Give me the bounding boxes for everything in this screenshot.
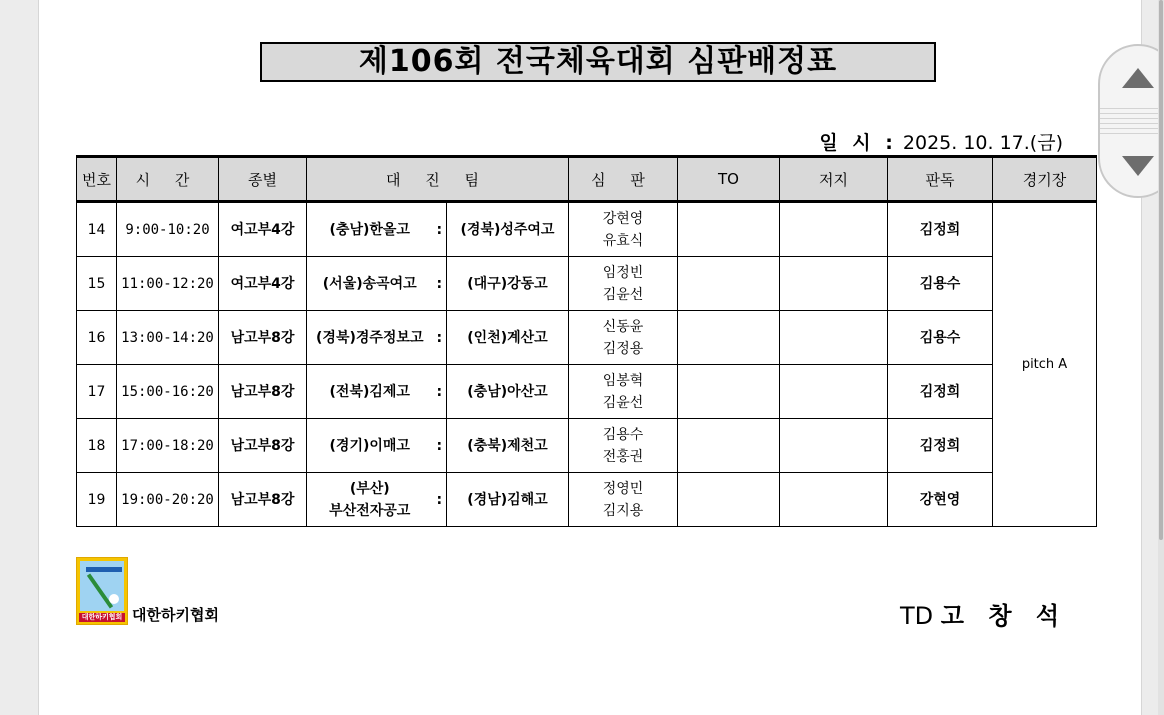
cell-category: 남고부8강: [219, 365, 307, 419]
scroll-grip[interactable]: [1100, 104, 1164, 138]
cell-category: 남고부8강: [219, 473, 307, 527]
cell-venue: pitch A: [993, 202, 1097, 527]
referee-2: 김정용: [602, 340, 644, 357]
cell-category: 남고부8강: [219, 419, 307, 473]
cell-team-a: (서울)송곡여고: [307, 257, 433, 311]
cell-no: 15: [77, 257, 117, 311]
cell-separator: :: [433, 419, 447, 473]
referee-1: 김용수: [602, 426, 644, 443]
cell-referees: [569, 473, 678, 527]
date-label: 일 시 :: [819, 132, 897, 154]
cell-team-b: (인천)계산고: [447, 311, 569, 365]
cell-separator: :: [433, 365, 447, 419]
logo-caption: 대한하키협회: [79, 613, 125, 622]
triangle-up-icon[interactable]: [1122, 68, 1154, 88]
cell-scorer: [780, 473, 888, 527]
header-no: 번호: [77, 157, 117, 202]
referee-2: 유효식: [602, 232, 644, 249]
table-row: [77, 257, 1097, 311]
cell-referees: [569, 311, 678, 365]
cell-separator: :: [433, 311, 447, 365]
scrollbar-thumb[interactable]: [1159, 0, 1163, 540]
cell-team-a: (경기)이매고: [307, 419, 433, 473]
document-title: 제106회 전국체육대회 심판배정표: [260, 42, 936, 82]
cell-separator: :: [433, 257, 447, 311]
cell-team-a: (전북)김제고: [307, 365, 433, 419]
cell-judge: 김정희: [888, 419, 993, 473]
page-scroll-control: [1098, 44, 1164, 198]
cell-scorer: [780, 419, 888, 473]
table-row: [77, 202, 1097, 257]
logo-field: [80, 561, 124, 611]
cell-to: [678, 311, 780, 365]
cell-time: 11:00-12:20: [117, 257, 219, 311]
organization-name: 대한하키협회: [132, 606, 219, 624]
cell-referees: [569, 202, 678, 257]
cell-team-b: (충북)제천고: [447, 419, 569, 473]
header-match: 대 진 팀: [307, 157, 569, 202]
cell-judge: 김용수: [888, 257, 993, 311]
cell-judge: 강현영: [888, 473, 993, 527]
header-time: 시 간: [117, 157, 219, 202]
referee-schedule-table: [76, 155, 1097, 527]
hockey-stick-icon: [87, 573, 113, 608]
cell-time: 15:00-16:20: [117, 365, 219, 419]
cell-category: 여고부4강: [219, 202, 307, 257]
td-name: 고 창 석: [940, 602, 1068, 630]
cell-judge: 김정희: [888, 365, 993, 419]
table-row: [77, 473, 1097, 527]
technical-delegate-signature: [900, 596, 1067, 631]
table-row: [77, 419, 1097, 473]
referee-1: 임봉혁: [602, 372, 644, 389]
hockey-association-logo: [76, 557, 128, 625]
cell-separator: :: [433, 473, 447, 527]
cell-to: [678, 257, 780, 311]
header-referee: 심 판: [569, 157, 678, 202]
cell-no: 18: [77, 419, 117, 473]
cell-to: [678, 365, 780, 419]
cell-separator: :: [433, 202, 447, 257]
cell-scorer: [780, 257, 888, 311]
referee-1: 정영민: [602, 480, 644, 497]
cell-team-b: (경남)김해고: [447, 473, 569, 527]
cell-to: [678, 419, 780, 473]
cell-team-b: (대구)강동고: [447, 257, 569, 311]
date-line: [819, 128, 1063, 155]
cell-team-a: (부산) 부산전자공고: [307, 473, 433, 527]
cell-team-b: (충남)아산고: [447, 365, 569, 419]
td-prefix: TD: [900, 602, 934, 630]
referee-2: 김윤선: [602, 286, 644, 303]
referee-1: 신동윤: [602, 318, 644, 335]
logo-stripe: [86, 567, 122, 572]
cell-category: 남고부8강: [219, 311, 307, 365]
cell-team-a: (경북)경주정보고: [307, 311, 433, 365]
cell-time: 19:00-20:20: [117, 473, 219, 527]
triangle-down-icon[interactable]: [1122, 156, 1154, 176]
cell-time: 17:00-18:20: [117, 419, 219, 473]
referee-2: 김지용: [602, 502, 644, 519]
cell-referees: [569, 257, 678, 311]
hockey-ball-icon: [109, 594, 119, 604]
cell-referees: [569, 419, 678, 473]
cell-time: 13:00-14:20: [117, 311, 219, 365]
cell-team-a: (충남)한올고: [307, 202, 433, 257]
cell-category: 여고부4강: [219, 257, 307, 311]
cell-no: 19: [77, 473, 117, 527]
cell-scorer: [780, 202, 888, 257]
referee-2: 김윤선: [602, 394, 644, 411]
table-row: [77, 365, 1097, 419]
cell-no: 14: [77, 202, 117, 257]
referee-1: 강현영: [602, 210, 644, 227]
header-scorer: 저지: [780, 157, 888, 202]
cell-judge: 김용수: [888, 311, 993, 365]
date-value: 2025. 10. 17.(금): [902, 132, 1063, 154]
referee-2: 전홍권: [602, 448, 644, 465]
cell-scorer: [780, 311, 888, 365]
cell-referees: [569, 365, 678, 419]
cell-to: [678, 202, 780, 257]
header-category: 종별: [219, 157, 307, 202]
cell-no: 17: [77, 365, 117, 419]
document-page: [38, 0, 1142, 715]
table-row: [77, 311, 1097, 365]
cell-time: 9:00-10:20: [117, 202, 219, 257]
vertical-scrollbar[interactable]: [1158, 0, 1164, 715]
table-header-row: [77, 157, 1097, 202]
header-venue: 경기장: [993, 157, 1097, 202]
cell-to: [678, 473, 780, 527]
header-judge: 판독: [888, 157, 993, 202]
header-to: TO: [678, 157, 780, 202]
cell-no: 16: [77, 311, 117, 365]
cell-scorer: [780, 365, 888, 419]
cell-team-b: (경북)성주여고: [447, 202, 569, 257]
cell-judge: 김정희: [888, 202, 993, 257]
referee-1: 임정빈: [602, 264, 644, 281]
